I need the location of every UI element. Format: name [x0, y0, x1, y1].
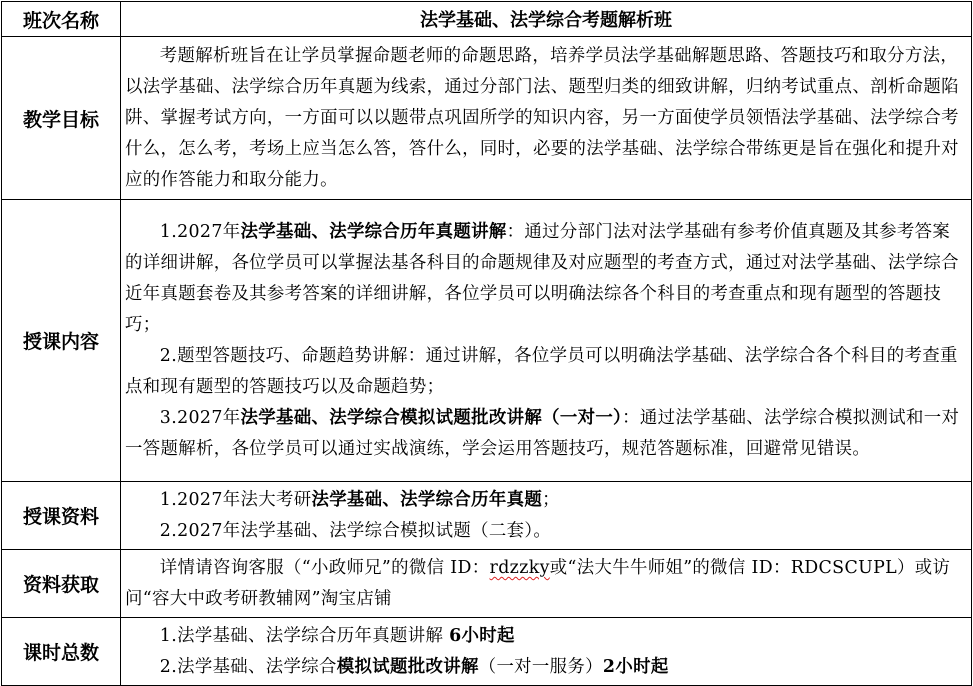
materials-item-1-prefix: 1.2027年法大考研	[159, 490, 312, 510]
content-item-1-text: ：通过分部门法对法学基础有参考价值真题及其参考答案的详细讲解，各位学员可以掌握法基各科目的命题规律及对应题型的考查方式，通过对法学基础、法学综合近年真题套卷及其参考答案的详细讲解，各位学员可以明确法综各个科目的考查重点和现有题型的答题技巧；	[125, 222, 959, 335]
content-item-1-bold: 法学基础、法学综合历年真题讲解	[240, 222, 507, 242]
materials-cell	[121, 482, 972, 550]
hours-item-1	[125, 621, 967, 652]
hours-item-2-bold: 模拟试题批改讲解	[336, 657, 479, 677]
access-text-a: 详情请咨询客服（“小政师兄”的微信 ID：	[159, 558, 490, 578]
content-item-3-bold: 法学基础、法学综合模拟试题批改讲解（一对一）	[240, 408, 623, 428]
content-cell	[121, 200, 972, 482]
materials-row	[2, 482, 972, 550]
class-name-value: 法学基础、法学综合考题解析班	[121, 2, 972, 37]
goals-label: 教学目标	[2, 37, 121, 200]
access-text	[125, 553, 967, 615]
goals-text: 考题解析班旨在让学员掌握命题老师的命题思路，培养学员法学基础解题思路、答题技巧和取分方法，以法学基础、法学综合历年真题为线索，通过分部门法、题型归类的细致讲解，归纳考试重点、剖析命题陷阱、掌握考试方向，一方面可以以题带点巩固所学的知识内容，另一方面使学员领悟法学基础、法学综合考什么，怎么考，考场上应当怎么答，答什么，同时，必要的法学基础、法学综合带练更是旨在强化和提升对应的作答能力和取分能力。	[125, 46, 959, 190]
hours-item-2-bold2: 2小时起	[602, 657, 669, 677]
hours-item-2-prefix: 2.法学基础、法学综合	[159, 657, 337, 677]
content-item-3	[125, 403, 967, 465]
content-label: 授课内容	[2, 200, 121, 482]
access-text-b: 或“法大牛牛师姐”的微信 ID：RDCSCUPL）或访问“容大中政考研教辅网”淘宝店铺	[125, 558, 951, 609]
materials-item-1-bold: 法学基础、法学综合历年真题	[311, 490, 543, 510]
hours-item-1-bold: 6小时起	[449, 626, 515, 646]
content-item-1	[125, 217, 967, 341]
access-cell	[121, 550, 972, 618]
materials-label: 授课资料	[2, 482, 121, 550]
access-label: 资料获取	[2, 550, 121, 618]
course-info-table	[1, 1, 972, 686]
content-item-3-prefix: 3.2027年	[159, 408, 241, 428]
content-row	[2, 200, 972, 482]
wechat-id-1: rdzzky	[489, 558, 550, 578]
hours-item-2-mid: （一对一服务）	[478, 657, 603, 677]
goals-cell	[121, 37, 972, 200]
materials-item-1	[125, 485, 967, 516]
hours-label: 课时总数	[2, 618, 121, 686]
content-item-1-prefix: 1.2027年	[159, 222, 241, 242]
materials-item-2: 2.2027年法学基础、法学综合模拟试题（二套）。	[159, 521, 552, 541]
content-item-3-text: ：通过法学基础、法学综合模拟测试和一对一答题解析，各位学员可以通过实战演练，学会运用答题技巧，规范答题标准，回避常见错误。	[125, 408, 960, 459]
access-row	[2, 550, 972, 618]
materials-item-1-suffix: ；	[542, 490, 560, 510]
class-name-label: 班次名称	[2, 2, 121, 37]
hours-row	[2, 618, 972, 686]
header-row	[2, 2, 972, 37]
hours-item-1-text: 1.法学基础、法学综合历年真题讲解	[159, 626, 444, 646]
goals-row	[2, 37, 972, 200]
content-item-2: 2.题型答题技巧、命题趋势讲解：通过讲解，各位学员可以明确法学基础、法学综合各个科目的考查重点和现有题型的答题技巧以及命题趋势；	[125, 346, 958, 397]
hours-cell	[121, 618, 972, 686]
hours-item-2	[125, 652, 967, 683]
